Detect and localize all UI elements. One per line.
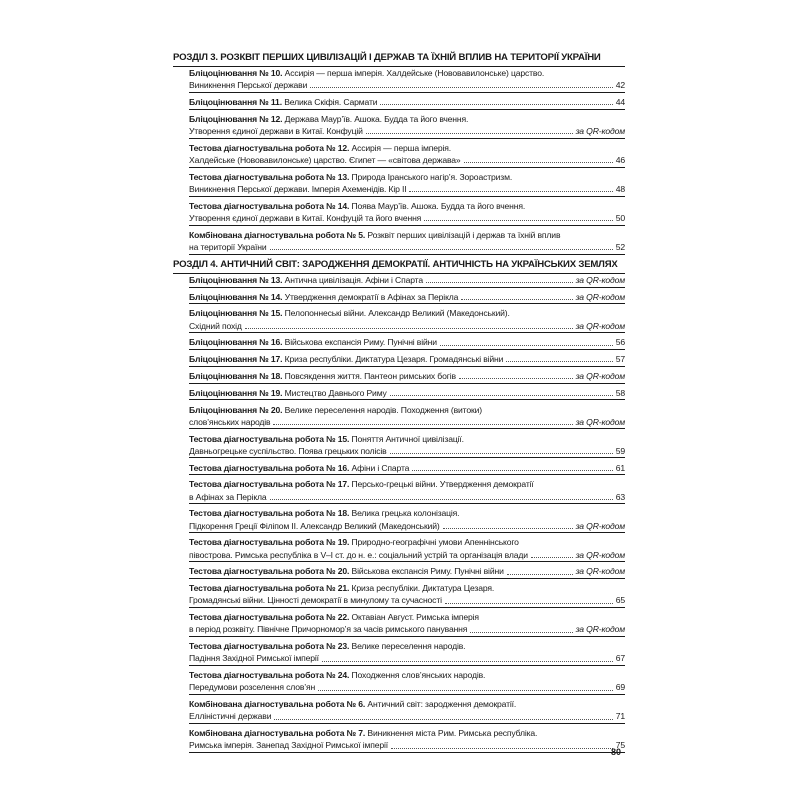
leader-dots [445, 602, 613, 604]
entry-text: Виникнення Перської держави [189, 80, 308, 91]
section-title: РОЗДІЛ 3. РОЗКВІТ ПЕРШИХ ЦИВІЛІЗАЦІЙ І ДЕРЖАВ ТА ЇХНІЙ ВПЛИВ НА ТЕРИТОРІЇ УКРАЇНИ [173, 52, 601, 63]
entry-rule [189, 303, 625, 304]
toc-entry[interactable] [173, 433, 625, 459]
entry-text: Військова експансія Риму. Пунічні війни [351, 566, 504, 577]
leader-dots [390, 452, 613, 454]
entry-text: Утвердження демократії в Афінах за Перікла [284, 291, 459, 302]
entry-rule [189, 287, 625, 288]
entry-rule [189, 694, 625, 695]
leader-dots [507, 573, 573, 575]
entry-text: в Афінах за Перікла [189, 491, 267, 502]
toc-entry[interactable] [173, 96, 625, 110]
entry-rule [189, 109, 625, 110]
entry-text: Утворення єдиної держави в Китаї. Конфуцій та його вчення [189, 213, 422, 223]
entry-rule [189, 383, 625, 384]
entry-text: півострова. Римська республіка в V–I ст. до н. е.: соціальний устрій та організація влади [189, 549, 528, 560]
entry-text: на території України [189, 242, 267, 252]
entry-text: Криза республіки. Диктатура Цезаря. [351, 583, 495, 594]
toc-entry[interactable] [173, 291, 625, 305]
entry-text: Велике переселення народів. [351, 641, 466, 652]
leader-dots [459, 377, 573, 379]
entry-page: 61 [615, 462, 625, 473]
toc-entry[interactable] [173, 698, 625, 724]
entry-rule [189, 578, 625, 579]
entry-page: 63 [615, 491, 625, 502]
entry-kind: Тестова діагностувальна робота № 22. [189, 612, 350, 623]
entry-kind: Бліцоцінювання № 19. [189, 387, 283, 398]
leader-dots [366, 132, 573, 134]
section-title: РОЗДІЛ 4. АНТИЧНИЙ СВІТ: ЗАРОДЖЕННЯ ДЕМОКРАТІЇ. АНТИЧНІСТЬ НА УКРАЇНСЬКИХ ЗЕМЛЯХ [173, 258, 618, 270]
leader-dots [412, 469, 612, 471]
toc-entry[interactable] [173, 611, 625, 637]
entry-text: Пелопоннеські війни. Александр Великий (Македонський). [284, 308, 510, 319]
entry-page: 44 [615, 97, 625, 107]
leader-dots [443, 527, 573, 529]
leader-dots [461, 298, 572, 300]
leader-dots [273, 423, 572, 425]
entry-kind: Бліцоцінювання № 16. [189, 337, 283, 348]
entry-rule [189, 428, 625, 429]
entry-text: Давньогрецьке суспільство. Поява грецьких полісів [189, 445, 387, 456]
entry-rule [189, 196, 625, 197]
entry-page: 52 [615, 242, 625, 252]
entry-rule [189, 399, 625, 400]
entry-text: Велика грецька колонізація. [351, 508, 460, 519]
entry-page: за QR-кодом [575, 320, 625, 331]
entry-text: Поняття Античної цивілізації. [351, 433, 464, 444]
toc-entry[interactable] [173, 113, 625, 139]
entry-page: за QR-кодом [575, 416, 625, 427]
toc-entry[interactable] [173, 142, 625, 168]
leader-dots [424, 219, 613, 221]
entry-page: 46 [615, 155, 625, 165]
entry-text: Розквіт перших цивілізацій і держав та їхній вплив [367, 229, 561, 240]
entry-page: 75 [615, 740, 625, 751]
entry-rule [189, 92, 625, 93]
leader-dots [274, 718, 612, 720]
entry-kind: Бліцоцінювання № 17. [189, 354, 283, 365]
entry-rule [189, 225, 625, 226]
leader-dots [391, 747, 613, 749]
entry-page: за QR-кодом [575, 370, 625, 381]
entry-text: Ассирія — перша імперія. Халдейське (Нововавилонське) царство. [284, 68, 545, 78]
toc-entry[interactable] [173, 462, 625, 476]
entry-text: Падіння Західної Римської імперії [189, 653, 319, 664]
entry-text: Криза республіки. Диктатура Цезаря. Громадянські війни [284, 354, 504, 365]
entry-text: Афіни і Спарта [351, 462, 410, 473]
entry-rule [189, 636, 625, 637]
entry-page: 67 [615, 653, 625, 664]
entry-rule [189, 167, 625, 168]
toc-entry[interactable] [173, 67, 625, 93]
entry-kind: Бліцоцінювання № 14. [189, 291, 283, 302]
entry-kind: Бліцоцінювання № 11. [189, 97, 282, 107]
entry-page: 42 [615, 80, 625, 91]
leader-dots [506, 360, 612, 362]
entry-page: 71 [615, 711, 625, 722]
entry-text: Виникнення міста Рим. Римська республіка. [367, 728, 538, 739]
entry-kind: Тестова діагностувальна робота № 20. [189, 566, 350, 577]
entry-page: 58 [615, 387, 625, 398]
toc-entry[interactable] [173, 336, 625, 350]
toc-entry[interactable] [173, 536, 625, 562]
entry-kind: Тестова діагностувальна робота № 18. [189, 508, 350, 519]
leader-dots [440, 344, 613, 346]
leader-dots [245, 327, 573, 329]
toc-entry[interactable] [173, 307, 625, 333]
entry-kind: Бліцоцінювання № 18. [189, 370, 283, 381]
entry-text: Халдейське (Нововавилонське) царство. Єгипет — «світова держава» [189, 155, 461, 165]
entry-page: 48 [615, 184, 625, 194]
leader-dots [322, 660, 613, 662]
entry-rule [189, 665, 625, 666]
entry-kind: Тестова діагностувальна робота № 17. [189, 479, 350, 490]
toc-entry[interactable] [173, 274, 625, 288]
leader-dots [464, 161, 613, 163]
entry-kind: Комбінована діагностувальна робота № 7. [189, 728, 366, 739]
toc-entry[interactable] [173, 669, 625, 695]
entry-text: Повсякдення життя. Пантеон римських богів [284, 370, 456, 381]
entry-rule [189, 332, 625, 333]
entry-kind: Бліцоцінювання № 20. [189, 404, 283, 415]
entry-kind: Тестова діагностувальна робота № 23. [189, 641, 350, 652]
entry-rule [189, 474, 625, 475]
table-of-contents [173, 49, 625, 756]
entry-rule [189, 457, 625, 458]
toc-entry[interactable] [173, 565, 625, 579]
entry-text: Утворення єдиної держави в Китаї. Конфуцій [189, 126, 363, 136]
toc-entry[interactable] [173, 582, 625, 608]
entry-text: Виникнення Перської держави. Імперія Ахеменідів. Кір II [189, 184, 407, 194]
entry-kind: Комбінована діагностувальна робота № 5. [189, 229, 366, 240]
entry-text: Підкорення Греції Філіпом II. Александр Великий (Македонський) [189, 520, 440, 531]
entry-text: Передумови розселення слов’ян [189, 682, 316, 693]
entry-kind: Бліцоцінювання № 15. [189, 308, 283, 319]
entry-rule [189, 349, 625, 350]
entry-rule [189, 723, 625, 724]
entry-text: Поява Маур’їв. Ашока. Будда та його вчення. [351, 200, 526, 211]
entry-text: Природно-географічні умови Апеннінського [351, 537, 519, 548]
page-number: 80 [611, 747, 622, 757]
entry-text: Велике переселення народів. Походження (витоки) [284, 404, 482, 415]
entry-rule [189, 532, 625, 533]
toc-entry[interactable] [173, 478, 625, 504]
leader-dots [426, 281, 573, 283]
leader-dots [270, 248, 613, 250]
entry-text: Античний світ: зародження демократії. [367, 699, 517, 710]
entry-text: слов’янських народів [189, 416, 271, 427]
entry-kind: Тестова діагностувальна робота № 14. [189, 200, 350, 211]
entry-text: Природа Іранського нагір’я. Зороастризм. [351, 171, 513, 182]
entry-page: 69 [615, 682, 625, 693]
leader-dots [390, 394, 613, 396]
entry-kind: Тестова діагностувальна робота № 15. [189, 433, 350, 444]
leader-dots [310, 86, 612, 88]
toc-entry[interactable] [173, 370, 625, 384]
entry-page: за QR-кодом [575, 291, 625, 302]
entry-kind: Тестова діагностувальна робота № 16. [189, 462, 350, 473]
entry-rule [189, 561, 625, 562]
entry-page: 50 [615, 213, 625, 223]
entry-kind: Тестова діагностувальна робота № 21. [189, 583, 350, 594]
entry-text: Октавіан Август. Римська імперія [351, 612, 479, 623]
toc-entry[interactable] [173, 229, 625, 255]
entry-text: Персько-грецькі війни. Утвердження демократії [351, 479, 534, 490]
entry-text: Мистецтво Давнього Риму [284, 387, 387, 398]
entry-rule [189, 366, 625, 367]
entry-kind: Бліцоцінювання № 12. [189, 113, 283, 124]
entry-text: Держава Маур’їв. Ашока. Будда та його вчення. [284, 113, 469, 124]
entry-text: Антична цивілізація. Афіни і Спарта [284, 274, 423, 285]
entry-page: за QR-кодом [575, 126, 625, 136]
entry-kind: Бліцоцінювання № 10. [189, 68, 283, 78]
leader-dots [318, 689, 613, 691]
toc-entry[interactable] [173, 507, 625, 533]
toc-entry[interactable] [173, 387, 625, 401]
entry-rule [189, 752, 625, 753]
entry-kind: Тестова діагностувальна робота № 12. [189, 142, 350, 153]
entry-page: за QR-кодом [575, 624, 625, 635]
leader-dots [409, 190, 612, 192]
entry-page: 56 [615, 337, 625, 348]
entry-text: Велика Скіфія. Сармати [284, 97, 378, 107]
entry-kind: Комбінована діагностувальна робота № 6. [189, 699, 366, 710]
leader-dots [531, 556, 573, 558]
entry-page: за QR-кодом [575, 566, 625, 577]
leader-dots [470, 631, 572, 633]
entry-page: за QR-кодом [575, 549, 625, 560]
toc-entry[interactable] [173, 640, 625, 666]
entry-page: 59 [615, 445, 625, 456]
entry-rule [189, 138, 625, 139]
entry-text: в період розквіту. Північне Причорномор’я за часів римського панування [189, 624, 468, 635]
toc-entry[interactable] [173, 171, 625, 197]
entry-kind: Тестова діагностувальна робота № 13. [189, 171, 350, 182]
entry-page: 65 [615, 595, 625, 606]
entry-text: Східний похід [189, 320, 242, 331]
leader-dots [270, 498, 613, 500]
entry-text: Елліністичні держави [189, 711, 272, 722]
entry-text: Походження слов’янських народів. [351, 670, 486, 681]
entry-text: Ассирія — перша імперія. [351, 142, 451, 153]
leader-dots [380, 103, 612, 105]
toc-entry[interactable] [173, 353, 625, 367]
toc-entry[interactable] [173, 404, 625, 430]
entry-text: Римська імперія. Занепад Західної Римської імперії [189, 740, 388, 751]
toc-entry[interactable] [173, 200, 625, 226]
entry-kind: Тестова діагностувальна робота № 24. [189, 670, 350, 681]
entry-kind: Бліцоцінювання № 13. [189, 274, 283, 285]
toc-entry[interactable] [173, 727, 625, 753]
entry-page: 57 [615, 354, 625, 365]
entry-page: за QR-кодом [575, 274, 625, 285]
entry-kind: Тестова діагностувальна робота № 19. [189, 537, 350, 548]
entry-text: Громадянські війни. Цінності демократії в минулому та сучасності [189, 595, 442, 606]
entry-text: Військова експансія Риму. Пунічні війни [284, 337, 437, 348]
entry-rule [189, 607, 625, 608]
entry-rule [189, 254, 625, 255]
entry-rule [189, 503, 625, 504]
entry-page: за QR-кодом [575, 520, 625, 531]
